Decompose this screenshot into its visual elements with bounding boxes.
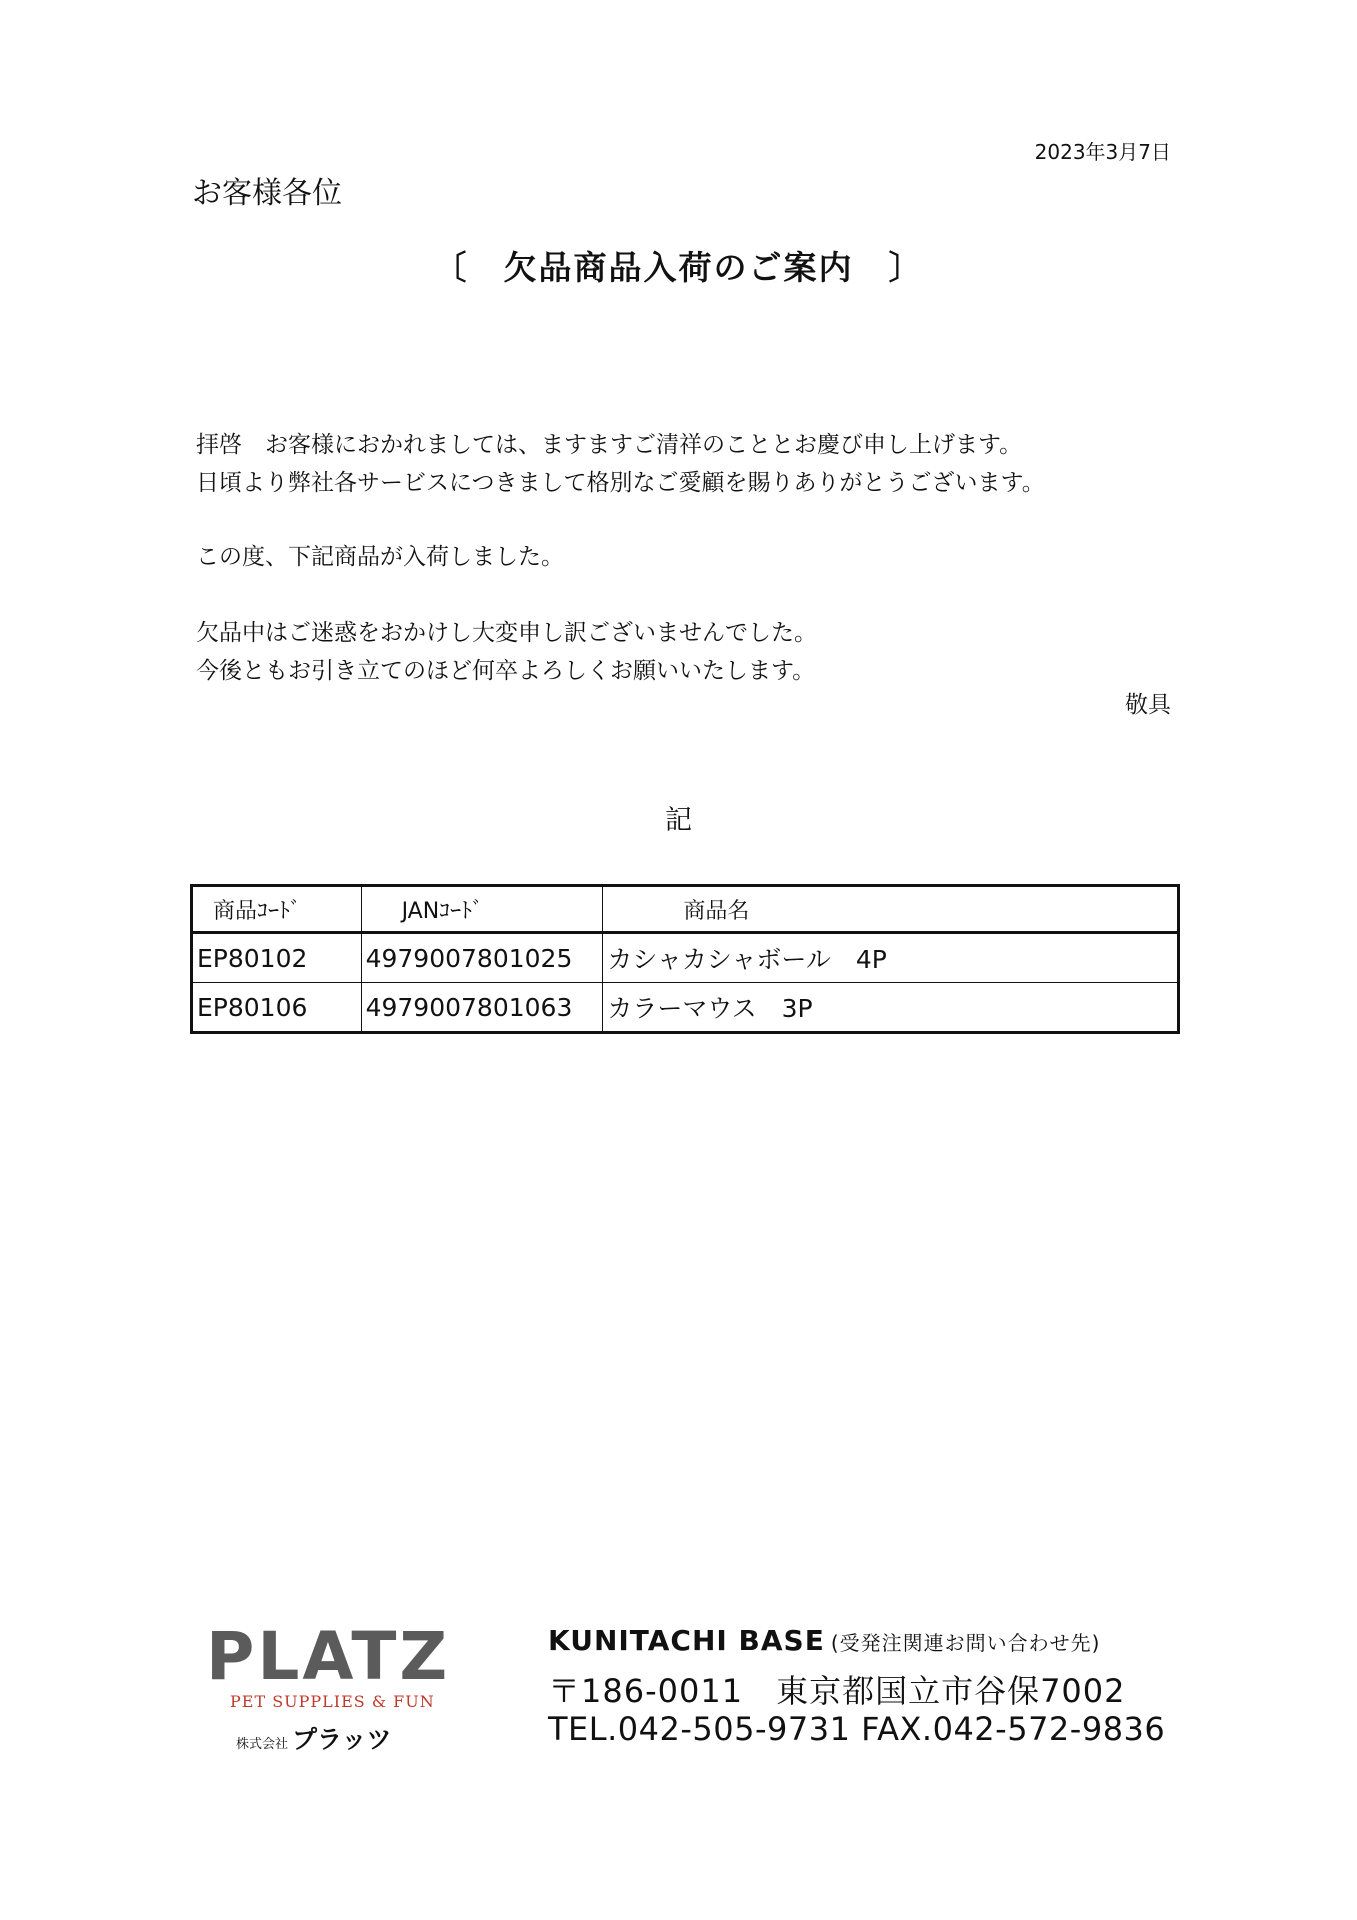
body-line-thanks: 日頃より弊社各サービスにつきまして格別なご愛顧を賜りありがとうございます。 [196, 470, 1045, 496]
cell-jan-code: 4979007801025 [361, 933, 603, 983]
base-name [548, 1624, 1100, 1657]
closing-keigu: 敬具 [1125, 692, 1171, 718]
header-product-code: 商品ｺｰﾄﾞ [192, 886, 362, 933]
platz-logo [206, 1618, 456, 1752]
table-row [192, 933, 1179, 983]
document-date: 2023年3月7日 [1034, 140, 1171, 164]
table-row [192, 983, 1179, 1033]
body-line-apology: 欠品中はご迷惑をおかけし大変申し訳ございませんでした。 [196, 620, 817, 646]
cell-product-code: EP80102 [192, 933, 362, 983]
address: 〒186-0011 東京都国立市谷保7002 [548, 1672, 1126, 1710]
cell-product-name: カラーマウス 3P [603, 983, 1179, 1033]
cell-product-code: EP80106 [192, 983, 362, 1033]
product-table [190, 884, 1180, 1034]
phone-fax: TEL.042-505-9731 FAX.042-572-9836 [548, 1710, 1166, 1748]
base-note: (受発注関連お問い合わせ先) [830, 1631, 1101, 1655]
body-line-greeting: 拝啓 お客様におかれましては、ますますご清祥のこととお慶び申し上げます。 [196, 432, 1023, 458]
cell-product-name: カシャカシャボール 4P [603, 933, 1179, 983]
table-header-row [192, 886, 1179, 933]
document-title: 〔 欠品商品入荷のご案内 〕 [433, 248, 924, 287]
header-product-name: 商品名 [603, 886, 1179, 933]
platz-logo-word: PLATZ [206, 1618, 451, 1695]
company-name-text: プラッツ [292, 1725, 392, 1754]
body-line-arrival: この度、下記商品が入荷しました。 [196, 544, 564, 570]
company-prefix: 株式会社 [236, 1737, 289, 1752]
salutation: お客様各位 [192, 176, 342, 211]
ki-heading: 記 [665, 805, 692, 836]
platz-logo-tagline: PET SUPPLIES & FUN [230, 1692, 435, 1711]
company-name [236, 1720, 392, 1756]
cell-jan-code: 4979007801063 [361, 983, 603, 1033]
body-line-request: 今後ともお引き立てのほど何卒よろしくお願いいたします。 [196, 658, 816, 684]
header-jan-code: JANｺｰﾄﾞ [361, 886, 603, 933]
base-name-text: KUNITACHI BASE [548, 1624, 825, 1657]
